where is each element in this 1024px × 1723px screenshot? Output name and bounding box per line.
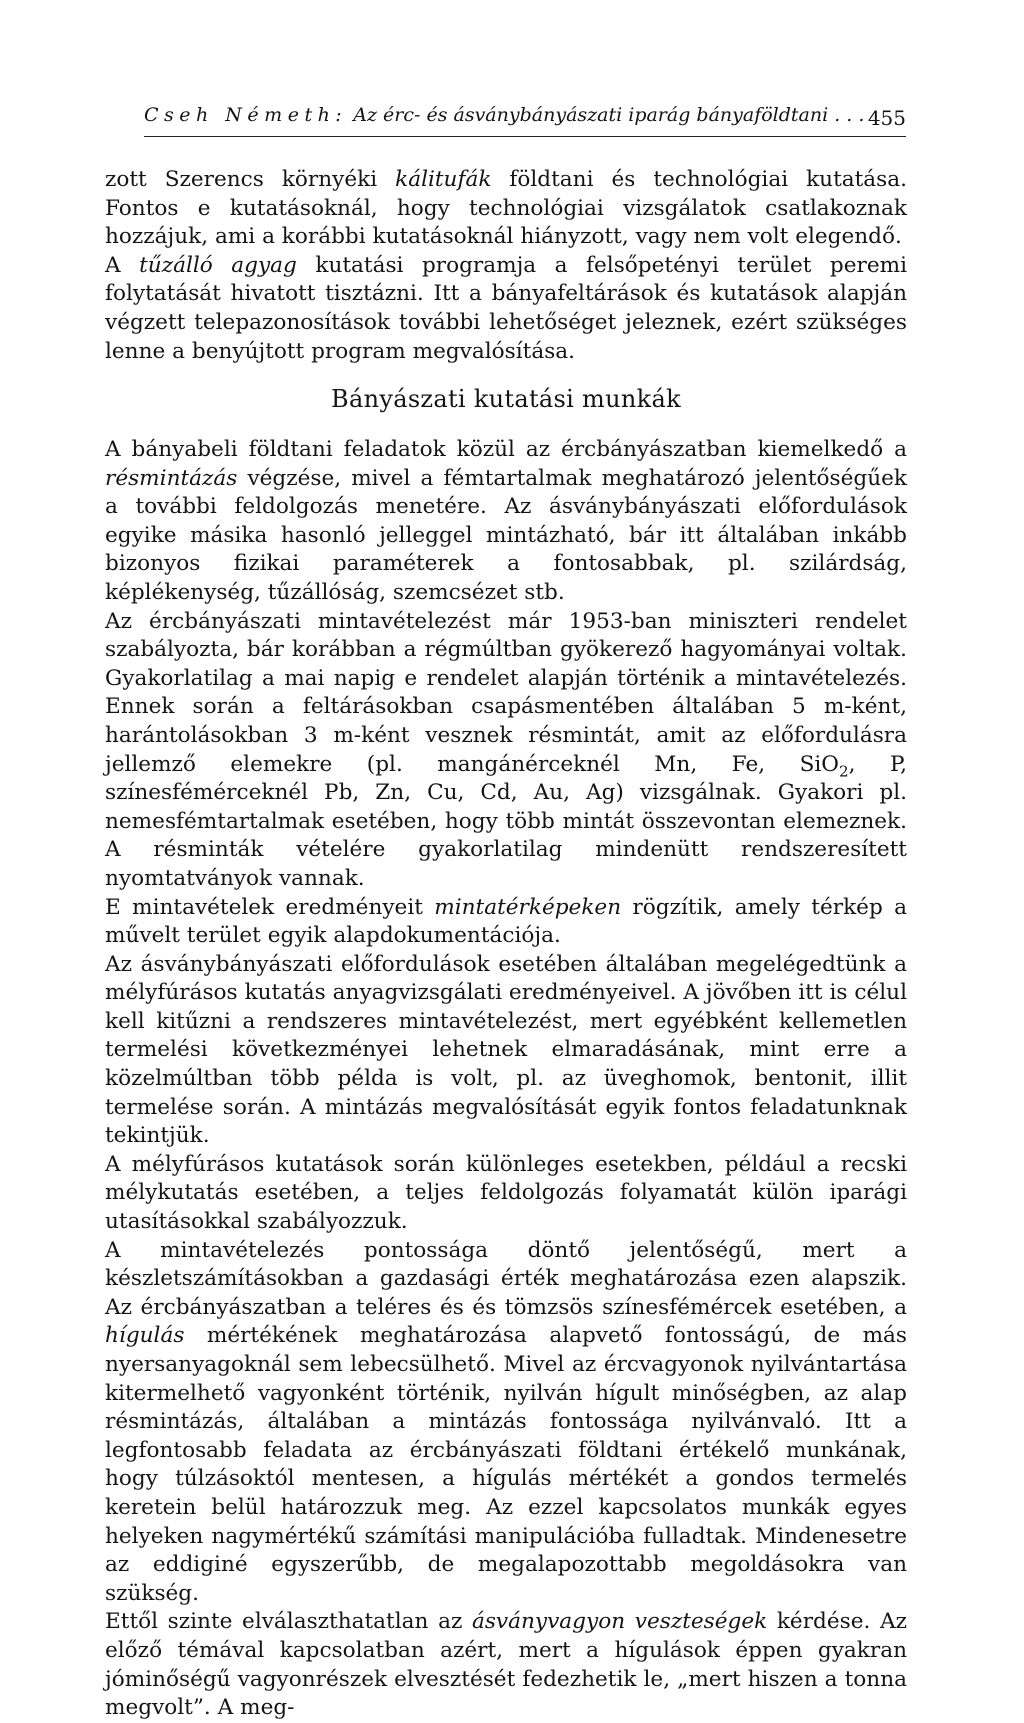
intro-paragraph-2: A tűzálló agyag kutatási programja a felsőpetényi terület peremi folytatását hivatott tisztázni. Itt a bányafeltárások és kutatások alapján végzett telepazonosítások további lehetőséget jeleznek, ezért szükséges lenne a benyújtott program megvalósítása. (105, 252, 907, 364)
intro-paragraph-1: zott Szerencs környéki kálitufák földtani és technológiai kutatása. Fontos e kutatásoknál, hogy technológiai vizsgálatok csatlakoznak hozzájuk, ami a korábbi kutatásoknál hiányzott, vagy nem volt elegendő. (105, 167, 907, 250)
running-header (144, 100, 906, 137)
running-title-text: Az érc- és ásványbányászati iparág bányaföldtani . . . (353, 104, 865, 126)
term-asvanyvagyon-veszteségek: ásványvagyon veszteségek (471, 1609, 768, 1635)
section-paragraph-5: A mélyfúrásos kutatások során különleges esetekben, például a recski mélykutatás esetében, a teljes feldolgozás folyamatát külön iparági utasításokkal szabályozzuk. (105, 1151, 907, 1235)
section-text (105, 436, 907, 1723)
term-tuzallo-agyag: tűzálló agyag (139, 252, 297, 278)
intro-text (105, 166, 907, 366)
term-higulas: hígulás (105, 1323, 185, 1349)
running-title (144, 104, 864, 126)
term-mintaterkepeken: mintatérképeken (434, 894, 622, 920)
page-number: 455 (867, 106, 906, 130)
section-paragraph-2: Az ércbányászati mintavételezést már 1953-ban miniszteri rendelet szabályozta, bár korábban a régmúltban gyökerező hagyományai voltak. Gyakorlatilag a mai napig e rendelet alapján történik a mintavételezés. Ennek során a feltárásokban csapásmentében általában 5 m-ként, harántolásokban 3 m-ként vesznek résmintát, amit az előfordulásra jellemző elemekre (pl. mangánérceknél Mn, Fe, SiO$_2$, P, színesfémérceknél Pb, Zn, Cu, Cd, Au, Ag) vizsgálnak. Gyakori pl. nemesfémtartalmak esetében, hogy több mintát összevontan elemeznek. A résminták vételére gyakorlatilag mindenütt rendszeresített nyomtatványok vannak. (105, 608, 907, 891)
section-paragraph-6: A mintavételezés pontossága döntő jelentőségű, mert a készletszámításokban a gazdasági érték meghatározása ezen alapszik. Az ércbányászatban a teléres és és tömzsös színesfémércek esetében, a hígulás mértékének meghatározása alapvető fontosságú, de más nyersanyagoknál sem lebecsülhető. Mivel az ércvagyonok nyilvántartása kitermelhető vagyonként történik, nyilván hígult minőségben, az alap résmintázás, általában a mintázás fontossága nyilvánvaló. Itt a legfontosabb feladata az ércbányászati földtani értékelő munkának, hogy túlzásoktól mentesen, a hígulás mértékét a gondos termelés keretein belül határozzuk meg. Az ezzel kapcsolatos munkák egyes helyeken nagymértékű számítási manipulációba fulladtak. Mindenesetre az eddiginé egyszerűbb, de megalapozottabb megoldásokra van szükség. (105, 1237, 907, 1606)
section-paragraph-3: E mintavételek eredményeit mintatérképeken rögzítik, amely térkép a művelt terület egyik alapdokumentációja. (105, 894, 907, 949)
section-paragraph-7: Ettől szinte elválaszthatatlan az ásványvagyon veszteségek kérdése. Az előző témával kapcsolatban azért, mert a hígulások éppen gyakran jóminőségű vagyonrészek elvesztését fedezhetik le, „mert hiszen a tonna megvolt”. A meg- (105, 1609, 907, 1721)
section-heading: Bányászati kutatási munkák (331, 385, 681, 413)
term-resmintazas: résmintázás (105, 465, 238, 491)
section-paragraph-4: Az ásványbányászati előfordulások esetében általában megelégedtünk a mélyfúrásos kutatás anyagvizsgálati eredményeivel. A jövőben itt is célul kell kitűzni a rendszeres mintavételezést, mert egyébként kellemetlen termelési következményei lehetnek elmaradásának, mint erre a közelmúltban több példa is volt, pl. az üveghomok, bentonit, illit termelése során. A mintázás megvalósítását egyik fontos feladatunknak tekintjük. (105, 951, 907, 1149)
running-title-author: Cseh Németh: (144, 104, 348, 126)
term-kalitufak: kálitufák (395, 167, 492, 192)
section-paragraph-1: A bányabeli földtani feladatok közül az ércbányászatban kiemelkedő a résmintázás végzése, mivel a fémtartalmak meghatározó jelentőségűek a további feldolgozás menetére. Az ásványbányászati előfordulások egyike másika hasonló jelleggel mintázható, bár itt általában inkább bizonyos fizikai paraméterek a fontosabbak, pl. szilárdság, képlékenység, tűzállóság, szemcsézet stb. (105, 437, 907, 605)
